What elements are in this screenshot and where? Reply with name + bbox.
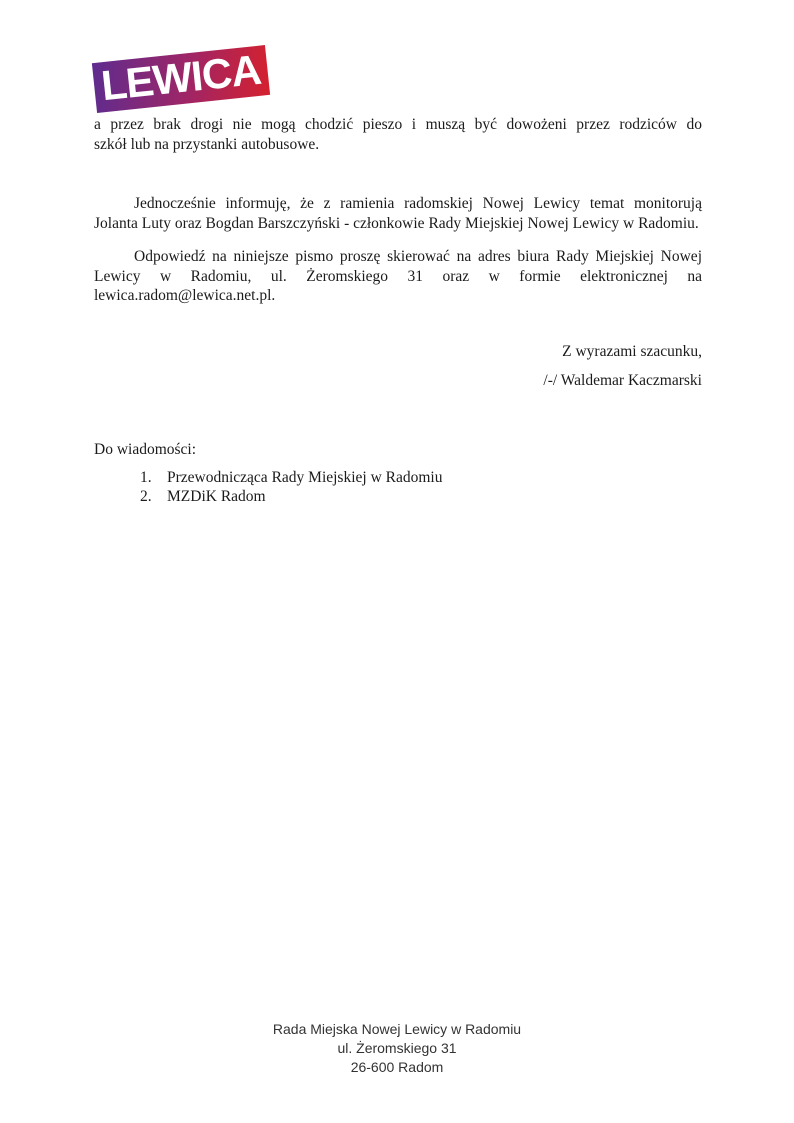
cc-list xyxy=(94,468,702,506)
footer-line-org: Rada Miejska Nowej Lewicy w Radomiu xyxy=(272,1021,522,1037)
cc-item xyxy=(94,468,702,487)
footer-line-street: ul. Żeromskiego 31 xyxy=(337,1040,457,1056)
cc-item-label: MZDiK Radom xyxy=(167,488,266,505)
cc-label: Do wiadomości: xyxy=(94,441,197,458)
cc-item-number: 2. xyxy=(140,488,152,505)
lewica-logo-text: LEWICA xyxy=(98,45,263,110)
cc-item-label: Przewodnicząca Rady Miejskiej w Radomiu xyxy=(167,469,443,486)
paragraph-continuation xyxy=(94,115,702,154)
closing-line: Z wyrazami szacunku, xyxy=(562,343,702,360)
cc-item xyxy=(94,487,702,506)
body-line: a przez brak drogi nie mogą chodzić pieszo i muszą być dowożeni przez rodziców do xyxy=(94,116,702,133)
cc-item-number: 1. xyxy=(140,469,152,486)
signature-line: /-/ Waldemar Kaczmarski xyxy=(543,372,702,389)
body-line: Lewicy w Radomiu, ul. Żeromskiego 31 oraz w formie elektronicznej na xyxy=(94,267,702,285)
paragraph-reply-address xyxy=(94,247,702,306)
body-line: Odpowiedź na niniejsze pismo proszę skierować na adres biura Rady Miejskiej Nowej xyxy=(134,248,702,265)
email-text: lewica.radom@lewica.net.pl. xyxy=(94,287,276,304)
paragraph-monitoring xyxy=(94,194,702,233)
footer-address xyxy=(0,1020,794,1077)
body-line: Jednocześnie informuję, że z ramienia radomskiej Nowej Lewicy temat monitorują xyxy=(134,195,702,212)
footer-line-city: 26-600 Radom xyxy=(350,1059,444,1075)
body-line: Jolanta Luty oraz Bogdan Barszczyński - członkowie Rady Miejskiej Nowej Lewicy w Radomiu. xyxy=(94,214,699,232)
lewica-logo-banner xyxy=(92,45,270,113)
body-line: szkół lub na przystanki autobusowe. xyxy=(94,135,320,153)
